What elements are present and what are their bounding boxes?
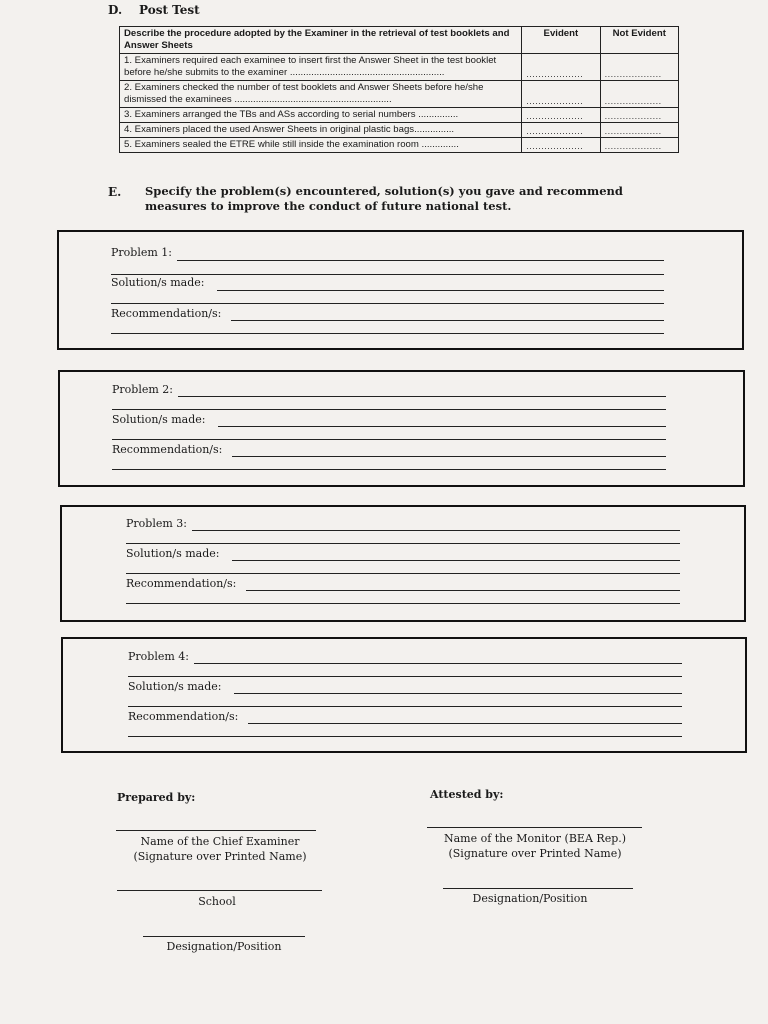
row-2-evident[interactable]: ................... bbox=[522, 81, 600, 108]
row-1-text: 1. Examiners required each examinee to insert first the Answer Sheet in the test booklet before he/she submits to the examiner .......................................................... bbox=[120, 54, 522, 81]
prepared-by-label: Prepared by: bbox=[117, 791, 196, 804]
table-row bbox=[120, 54, 679, 81]
chief-designation-line[interactable] bbox=[143, 936, 305, 937]
row-4-text: 4. Examiners placed the used Answer Sheets in original plastic bags............... bbox=[120, 123, 522, 138]
solution-2-line[interactable] bbox=[218, 426, 666, 427]
problem-1-line-2[interactable] bbox=[111, 274, 664, 275]
section-e-instructions: Specify the problem(s) encountered, solution(s) you gave and recommend measures to improve the conduct of future national test. bbox=[145, 184, 623, 213]
chief-examiner-signature-line[interactable] bbox=[116, 830, 316, 831]
monitor-name-label: Name of the Monitor (BEA Rep.) bbox=[443, 832, 627, 845]
recommendation-4-line-2[interactable] bbox=[128, 736, 682, 737]
problem-2-label: Problem 2: bbox=[112, 383, 173, 396]
row-1-evident[interactable]: ................... bbox=[522, 54, 600, 81]
row-4-evident[interactable]: ................... bbox=[522, 123, 600, 138]
solution-1-label: Solution/s made: bbox=[111, 276, 205, 289]
solution-4-label: Solution/s made: bbox=[128, 680, 222, 693]
solution-4-line-2[interactable] bbox=[128, 706, 682, 707]
header-evident: Evident bbox=[522, 27, 600, 54]
solution-2-label: Solution/s made: bbox=[112, 413, 206, 426]
problem-box-2 bbox=[58, 370, 745, 487]
solution-4-line[interactable] bbox=[234, 693, 682, 694]
solution-3-label: Solution/s made: bbox=[126, 547, 220, 560]
section-e-letter: E. bbox=[108, 185, 122, 199]
row-2-text: 2. Examiners checked the number of test booklets and Answer Sheets before he/she dismissed the examinees ........................................................... bbox=[120, 81, 522, 108]
problem-3-line[interactable] bbox=[192, 530, 680, 531]
recommendation-1-label: Recommendation/s: bbox=[111, 307, 222, 320]
recommendation-2-line-2[interactable] bbox=[112, 469, 666, 470]
school-label: School bbox=[198, 895, 236, 908]
problem-1-line[interactable] bbox=[177, 260, 664, 261]
solution-1-line-2[interactable] bbox=[111, 303, 664, 304]
solution-2-line-2[interactable] bbox=[112, 439, 666, 440]
problem-3-line-2[interactable] bbox=[126, 543, 680, 544]
section-d-title: Post Test bbox=[139, 3, 200, 17]
recommendation-2-line[interactable] bbox=[232, 456, 666, 457]
chief-examiner-name-label: Name of the Chief Examiner bbox=[140, 835, 300, 848]
row-5-not-evident[interactable]: ................... bbox=[600, 138, 678, 153]
problem-1-label: Problem 1: bbox=[111, 246, 172, 259]
problem-box-4 bbox=[61, 637, 747, 753]
row-3-text: 3. Examiners arranged the TBs and ASs according to serial numbers ............... bbox=[120, 108, 522, 123]
row-2-not-evident[interactable]: ................... bbox=[600, 81, 678, 108]
school-line[interactable] bbox=[117, 890, 322, 891]
monitor-designation-line[interactable] bbox=[443, 888, 633, 889]
row-5-evident[interactable]: ................... bbox=[522, 138, 600, 153]
chief-examiner-signature-label: (Signature over Printed Name) bbox=[133, 850, 307, 863]
problem-4-label: Problem 4: bbox=[128, 650, 189, 663]
table-row bbox=[120, 108, 679, 123]
recommendation-4-label: Recommendation/s: bbox=[128, 710, 239, 723]
problem-box-3 bbox=[60, 505, 746, 622]
row-3-not-evident[interactable]: ................... bbox=[600, 108, 678, 123]
table-row bbox=[120, 123, 679, 138]
problem-2-line[interactable] bbox=[178, 396, 666, 397]
chief-designation-label: Designation/Position bbox=[166, 940, 282, 953]
problem-4-line[interactable] bbox=[194, 663, 682, 664]
monitor-designation-label: Designation/Position bbox=[472, 892, 588, 905]
solution-3-line[interactable] bbox=[232, 560, 680, 561]
recommendation-3-line[interactable] bbox=[246, 590, 680, 591]
post-test-table bbox=[119, 26, 679, 153]
header-not-evident: Not Evident bbox=[600, 27, 678, 54]
recommendation-3-label: Recommendation/s: bbox=[126, 577, 237, 590]
attested-by-label: Attested by: bbox=[430, 788, 504, 801]
recommendation-4-line[interactable] bbox=[248, 723, 682, 724]
solution-1-line[interactable] bbox=[217, 290, 664, 291]
row-1-not-evident[interactable]: ................... bbox=[600, 54, 678, 81]
table-header-row bbox=[120, 27, 679, 54]
solution-3-line-2[interactable] bbox=[126, 573, 680, 574]
problem-4-line-2[interactable] bbox=[128, 676, 682, 677]
recommendation-2-label: Recommendation/s: bbox=[112, 443, 223, 456]
row-5-text: 5. Examiners sealed the ETRE while still inside the examination room .............. bbox=[120, 138, 522, 153]
row-3-evident[interactable]: ................... bbox=[522, 108, 600, 123]
row-4-not-evident[interactable]: ................... bbox=[600, 123, 678, 138]
monitor-signature-line[interactable] bbox=[427, 827, 642, 828]
recommendation-3-line-2[interactable] bbox=[126, 603, 680, 604]
recommendation-1-line[interactable] bbox=[231, 320, 664, 321]
table-row bbox=[120, 81, 679, 108]
table-row bbox=[120, 138, 679, 153]
problem-2-line-2[interactable] bbox=[112, 409, 666, 410]
section-d-letter: D. bbox=[108, 3, 123, 17]
header-description: Describe the procedure adopted by the Examiner in the retrieval of test booklets and Answer Sheets bbox=[120, 27, 522, 54]
monitor-signature-label: (Signature over Printed Name) bbox=[448, 847, 622, 860]
recommendation-1-line-2[interactable] bbox=[111, 333, 664, 334]
problem-3-label: Problem 3: bbox=[126, 517, 187, 530]
problem-box-1 bbox=[57, 230, 744, 350]
